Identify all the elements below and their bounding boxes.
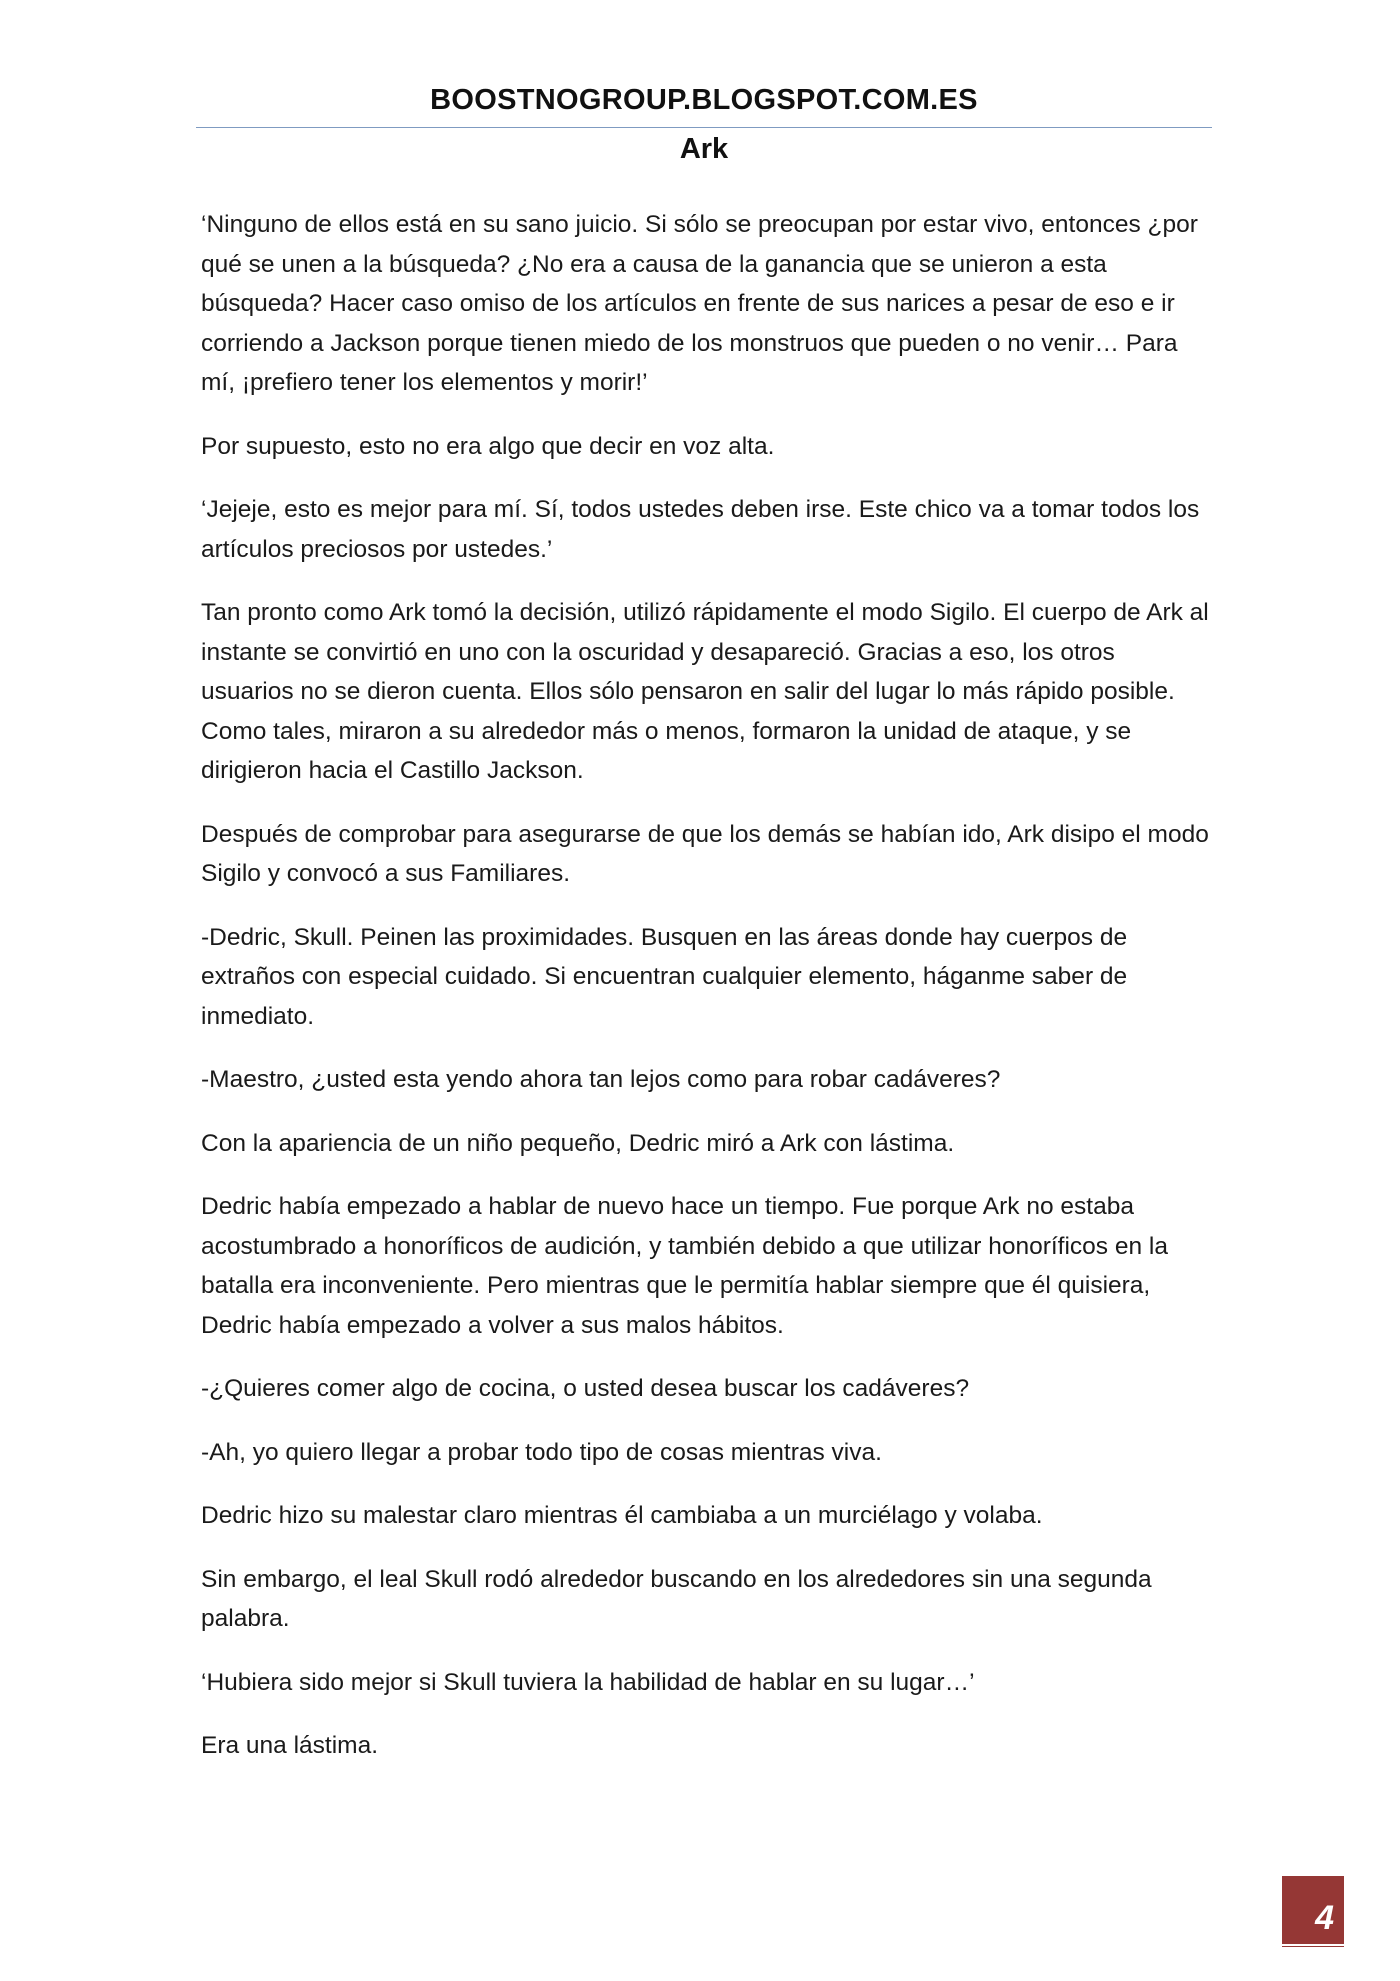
paragraph: ‘Ninguno de ellos está en su sano juicio. Si sólo se preocupan por estar vivo, entonces ¿por qué se unen a la búsqueda? ¿No era a causa de la ganancia que se unieron a esta búsqueda? Hacer caso omiso de los artículos en frente de sus narices a pesar de eso e ir corriendo a Jackson porque tienen miedo de los monstruos que pueden o no venir… Para mí, ¡prefiero tener los elementos y morir!’	[201, 211, 1198, 396]
page-number: 4	[1315, 1899, 1334, 1937]
page-number-underline	[1282, 1944, 1344, 1946]
paragraph: Dedric había empezado a hablar de nuevo hace un tiempo. Fue porque Ark no estaba acostumbrado a honoríficos de audición, y también debido a que utilizar honoríficos en la batalla era inconveniente. Pero mientras que le permitía hablar siempre que él quisiera, Dedric había empezado a volver a sus malos hábitos.	[201, 1193, 1168, 1339]
paragraph: -Maestro, ¿usted esta yendo ahora tan lejos como para robar cadáveres?	[201, 1066, 1001, 1093]
paragraph: ‘Jejeje, esto es mejor para mí. Sí, todos ustedes deben irse. Este chico va a tomar todos los artículos preciosos por ustedes.’	[201, 496, 1200, 563]
paragraph: -Ah, yo quiero llegar a probar todo tipo de cosas mientras viva.	[201, 1438, 882, 1466]
paragraph: Con la apariencia de un niño pequeño, Dedric miró a Ark con lástima.	[201, 1129, 955, 1157]
paragraph: -¿Quieres comer algo de cocina, o usted desea buscar los cadáveres?	[201, 1375, 970, 1402]
body-text	[201, 205, 1211, 1790]
paragraph: -Dedric, Skull. Peinen las proximidades. Busquen en las áreas donde hay cuerpos de extraños con especial cuidado. Si encuentran cualquier elemento, háganme saber de inmediato.	[201, 923, 1128, 1030]
chapter-title: Ark	[679, 133, 729, 165]
header-divider	[196, 127, 1212, 128]
site-header: BOOSTNOGROUP.BLOGSPOT.COM.ES	[430, 84, 978, 116]
paragraph: Dedric hizo su malestar claro mientras él cambiaba a un murciélago y volaba.	[201, 1502, 1043, 1529]
paragraph: Después de comprobar para asegurarse de que los demás se habían ido, Ark disipo el modo Sigilo y convocó a sus Familiares.	[201, 820, 1209, 887]
paragraph: Tan pronto como Ark tomó la decisión, utilizó rápidamente el modo Sigilo. El cuerpo de Ark al instante se convirtió en uno con la oscuridad y desapareció. Gracias a eso, los otros usuarios no se dieron cuenta. Ellos sólo pensaron en salir del lugar lo más rápido posible. Como tales, miraron a su alrededor más o menos, formaron la unidad de ataque, y se dirigieron hacia el Castillo Jackson.	[201, 599, 1209, 784]
paragraph: ‘Hubiera sido mejor si Skull tuviera la habilidad de hablar en su lugar…’	[201, 1668, 975, 1696]
page-number-badge	[1282, 1876, 1344, 1947]
paragraph: Sin embargo, el leal Skull rodó alrededor buscando en los alrededores sin una segunda palabra.	[201, 1565, 1152, 1632]
paragraph: Por supuesto, esto no era algo que decir en voz alta.	[201, 432, 775, 460]
paragraph: Era una lástima.	[201, 1732, 379, 1759]
